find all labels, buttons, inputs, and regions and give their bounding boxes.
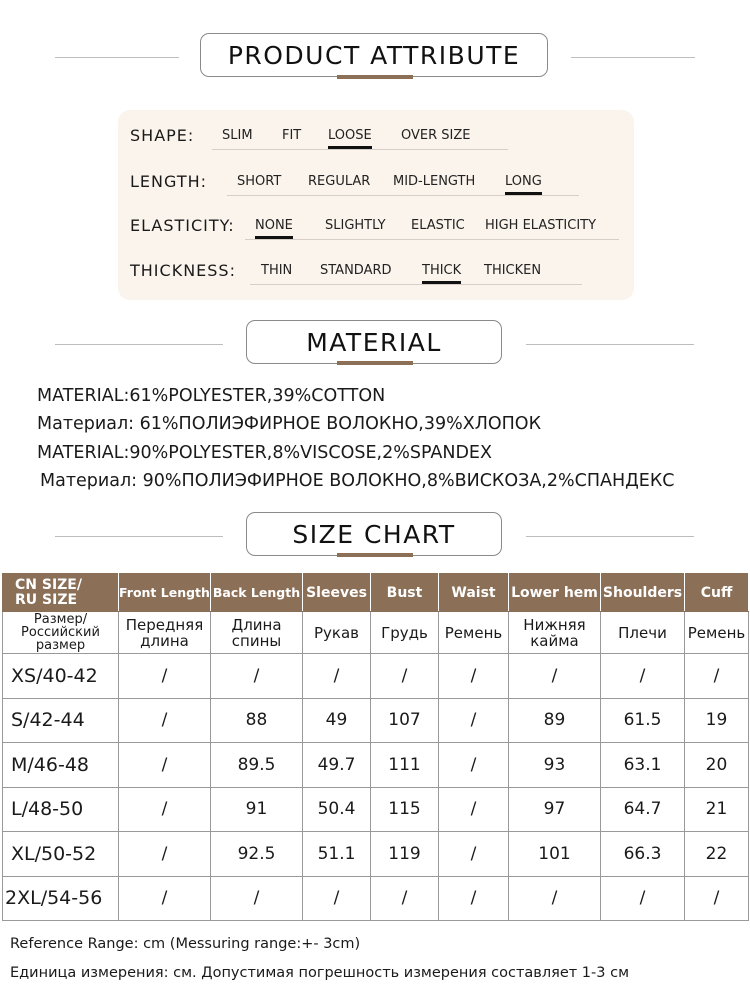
measurement-cell: 119 — [371, 832, 439, 877]
option-short: SHORT — [237, 174, 282, 189]
measurement-cell: 97 — [509, 787, 601, 832]
measurement-cell: 19 — [685, 698, 749, 743]
table-row — [3, 698, 749, 743]
measurement-cell: / — [119, 743, 211, 788]
divider-line — [526, 536, 694, 537]
measurement-cell: / — [371, 876, 439, 921]
option-none-selected: NONE — [255, 218, 293, 233]
measurement-cell: 88 — [211, 698, 303, 743]
size-cell: M/46-48 — [3, 743, 119, 788]
header-cuff: Cuff — [685, 574, 749, 612]
header-ru-sleeves: Рукав — [303, 612, 371, 654]
option-elastic: ELASTIC — [411, 218, 465, 233]
header-row-ru — [3, 612, 749, 654]
material-header — [0, 320, 750, 368]
size-cell: XL/50-52 — [3, 832, 119, 877]
measurement-cell: / — [439, 743, 509, 788]
material-line-ru-2: Материал: 90%ПОЛИЭФИРНОЕ ВОЛОКНО,8%ВИСКОЗА,2%СПАНДЕКС — [40, 471, 675, 491]
header-text: CN SIZE/ RU SIZE — [15, 576, 82, 608]
header-shoulders: Shoulders — [601, 574, 685, 612]
measurement-cell: 115 — [371, 787, 439, 832]
option-thin: THIN — [261, 263, 293, 278]
measurement-cell: / — [119, 698, 211, 743]
table-row — [3, 832, 749, 877]
size-table-body — [3, 654, 749, 921]
measurement-cell: 89 — [509, 698, 601, 743]
measurement-cell: 66.3 — [601, 832, 685, 877]
measurement-cell: / — [211, 876, 303, 921]
divider-line — [55, 344, 223, 345]
row-rule — [212, 149, 508, 150]
measurement-cell: 61.5 — [601, 698, 685, 743]
attribute-row-thickness — [130, 257, 630, 287]
measurement-cell: / — [439, 832, 509, 877]
header-ru-waist: Ремень — [439, 612, 509, 654]
measurement-cell: / — [601, 876, 685, 921]
attribute-row-elasticity — [130, 212, 630, 242]
header-lower-hem: Lower hem — [509, 574, 601, 612]
measurement-cell: 93 — [509, 743, 601, 788]
measurement-cell: 64.7 — [601, 787, 685, 832]
header-ru-front-length — [119, 612, 211, 654]
section-title: SIZE CHART — [246, 512, 502, 556]
measurement-cell: / — [303, 654, 371, 699]
header-text: Передняя длина — [125, 615, 204, 650]
product-attribute-header — [0, 33, 750, 81]
option-mid-length: MID-LENGTH — [393, 174, 476, 189]
title-accent — [337, 361, 413, 365]
measurement-cell: / — [119, 787, 211, 832]
size-cell: 2XL/54-56 — [3, 876, 119, 921]
option-standard: STANDARD — [320, 263, 392, 278]
section-title: MATERIAL — [246, 320, 502, 364]
reference-range-note: Reference Range: cm (Messuring range:+- 3cm) — [10, 936, 361, 952]
material-line-ru-1: Материал: 61%ПОЛИЭФИРНОЕ ВОЛОКНО,39%ХЛОПОК — [37, 414, 542, 434]
measurement-cell: / — [439, 698, 509, 743]
option-loose-selected: LOOSE — [328, 128, 372, 143]
size-cell: S/42-44 — [3, 698, 119, 743]
option-slightly: SLIGHTLY — [325, 218, 386, 233]
header-sleeves: Sleeves — [303, 574, 371, 612]
header-waist: Waist — [439, 574, 509, 612]
header-text: Размер/ Российский размер — [21, 612, 100, 653]
measurement-cell: / — [371, 654, 439, 699]
title-accent — [337, 553, 413, 557]
title-accent — [337, 75, 413, 79]
option-fit: FIT — [282, 128, 302, 143]
attribute-panel — [118, 110, 634, 300]
header-cn-size — [3, 574, 119, 612]
attribute-row-length — [130, 168, 630, 198]
measurement-cell: / — [509, 876, 601, 921]
measurement-cell: / — [685, 876, 749, 921]
size-chart-table — [2, 573, 749, 921]
attribute-label: ELASTICITY: — [130, 216, 235, 235]
measurement-cell: / — [509, 654, 601, 699]
size-cell: L/48-50 — [3, 787, 119, 832]
header-row-en — [3, 574, 749, 612]
option-high-elasticity: HIGH ELASTICITY — [485, 218, 597, 233]
divider-line — [55, 536, 223, 537]
measurement-cell: / — [685, 654, 749, 699]
table-row — [3, 787, 749, 832]
table-row — [3, 654, 749, 699]
row-rule — [227, 195, 579, 196]
option-regular: REGULAR — [308, 174, 371, 189]
header-front-length: Front Length — [119, 574, 211, 612]
measurement-cell: / — [211, 654, 303, 699]
divider-line — [55, 57, 179, 58]
attribute-label: THICKNESS: — [130, 261, 236, 280]
row-rule — [250, 284, 582, 285]
divider-line — [526, 344, 694, 345]
measurement-cell: / — [119, 876, 211, 921]
table-row — [3, 876, 749, 921]
measurement-cell: 50.4 — [303, 787, 371, 832]
measurement-cell: 49 — [303, 698, 371, 743]
attribute-label: LENGTH: — [130, 172, 208, 191]
option-thicken: THICKEN — [484, 263, 542, 278]
header-ru-lower-hem — [509, 612, 601, 654]
attribute-label: SHAPE: — [130, 126, 195, 145]
option-over-size: OVER SIZE — [401, 128, 471, 143]
measurement-cell: / — [119, 654, 211, 699]
measurement-cell: 111 — [371, 743, 439, 788]
measurement-cell: 101 — [509, 832, 601, 877]
option-thick-selected: THICK — [422, 263, 462, 278]
attribute-row-shape — [130, 122, 630, 152]
material-line-en-2: MATERIAL:90%POLYESTER,8%VISCOSE,2%SPANDEX — [37, 443, 492, 463]
header-back-length: Back Length — [211, 574, 303, 612]
divider-line — [571, 57, 695, 58]
measurement-cell: / — [119, 832, 211, 877]
measurement-cell: / — [601, 654, 685, 699]
header-bust: Bust — [371, 574, 439, 612]
measurement-cell: 91 — [211, 787, 303, 832]
measurement-cell: 89.5 — [211, 743, 303, 788]
measurement-cell: 92.5 — [211, 832, 303, 877]
header-ru-bust: Грудь — [371, 612, 439, 654]
measurement-cell: / — [303, 876, 371, 921]
measurement-note-ru: Единица измерения: см. Допустимая погрешность измерения составляет 1-3 см — [10, 965, 630, 981]
measurement-cell: / — [439, 876, 509, 921]
header-ru-back-length — [211, 612, 303, 654]
material-line-en-1: MATERIAL:61%POLYESTER,39%COTTON — [37, 386, 386, 406]
measurement-cell: / — [439, 787, 509, 832]
section-title: PRODUCT ATTRIBUTE — [200, 33, 548, 77]
header-text: Нижняя кайма — [523, 615, 586, 650]
size-chart-header — [0, 512, 750, 560]
measurement-cell: 63.1 — [601, 743, 685, 788]
header-ru-shoulders: Плечи — [601, 612, 685, 654]
measurement-cell: 21 — [685, 787, 749, 832]
option-long-selected: LONG — [505, 174, 542, 189]
measurement-cell: 20 — [685, 743, 749, 788]
row-rule — [245, 239, 619, 240]
header-ru-size — [3, 612, 119, 654]
measurement-cell: 51.1 — [303, 832, 371, 877]
table-row — [3, 743, 749, 788]
header-text: Длина спины — [231, 615, 282, 650]
measurement-cell: 22 — [685, 832, 749, 877]
size-cell: XS/40-42 — [3, 654, 119, 699]
option-slim: SLIM — [222, 128, 253, 143]
measurement-cell: / — [439, 654, 509, 699]
header-ru-cuff: Ремень — [685, 612, 749, 654]
measurement-cell: 49.7 — [303, 743, 371, 788]
measurement-cell: 107 — [371, 698, 439, 743]
